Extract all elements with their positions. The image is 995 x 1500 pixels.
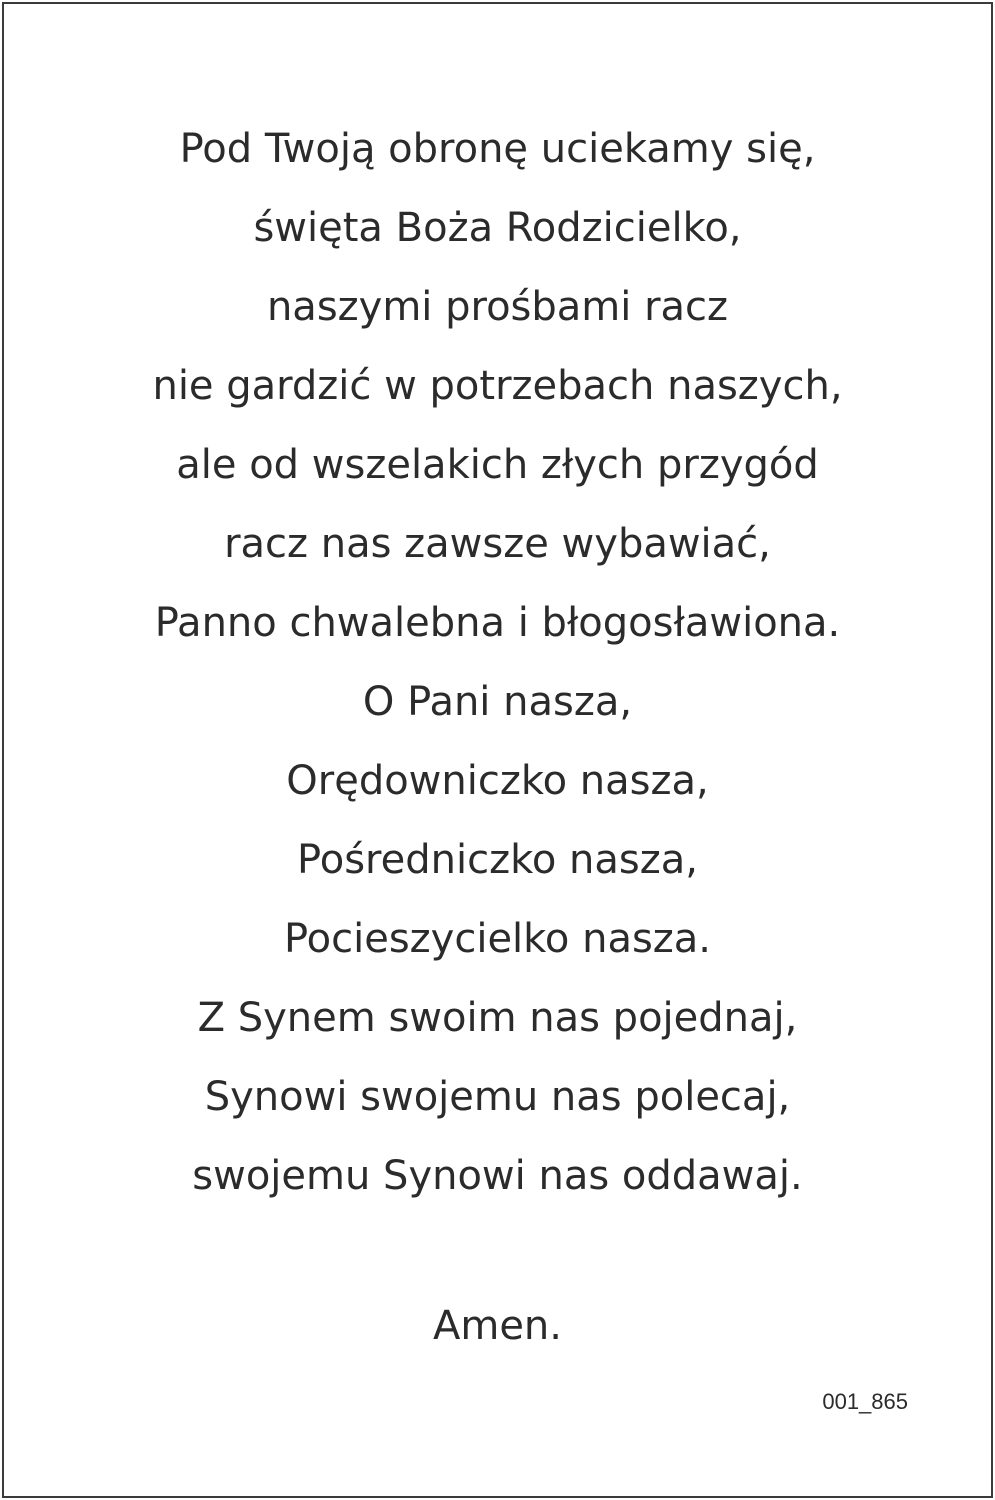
prayer-text bbox=[4, 110, 991, 1216]
prayer-line: Panno chwalebna i błogosławiona. bbox=[154, 600, 841, 646]
prayer-line: swojemu Synowi nas oddawaj. bbox=[192, 1153, 803, 1199]
prayer-line: Orędowniczko nasza, bbox=[286, 758, 709, 804]
prayer-line: Pocieszycielko nasza. bbox=[283, 916, 712, 962]
prayer-card bbox=[2, 2, 993, 1498]
prayer-line: O Pani nasza, bbox=[362, 679, 633, 725]
prayer-line: Pod Twoją obronę uciekamy się, bbox=[179, 126, 816, 172]
prayer-line: Pośredniczko nasza, bbox=[297, 837, 698, 883]
prayer-line: naszymi prośbami racz bbox=[266, 284, 729, 330]
product-code: 001_865 bbox=[822, 1389, 908, 1414]
prayer-line: święta Boża Rodzicielko, bbox=[253, 205, 742, 251]
prayer-line: Synowi swojemu nas polecaj, bbox=[204, 1074, 791, 1120]
prayer-line: ale od wszelakich złych przygód bbox=[176, 442, 819, 488]
prayer-line: nie gardzić w potrzebach naszych, bbox=[152, 363, 843, 409]
prayer-closing: Amen. bbox=[432, 1303, 562, 1349]
prayer-line: Z Synem swoim nas pojednaj, bbox=[197, 995, 798, 1041]
prayer-line: racz nas zawsze wybawiać, bbox=[224, 521, 771, 567]
